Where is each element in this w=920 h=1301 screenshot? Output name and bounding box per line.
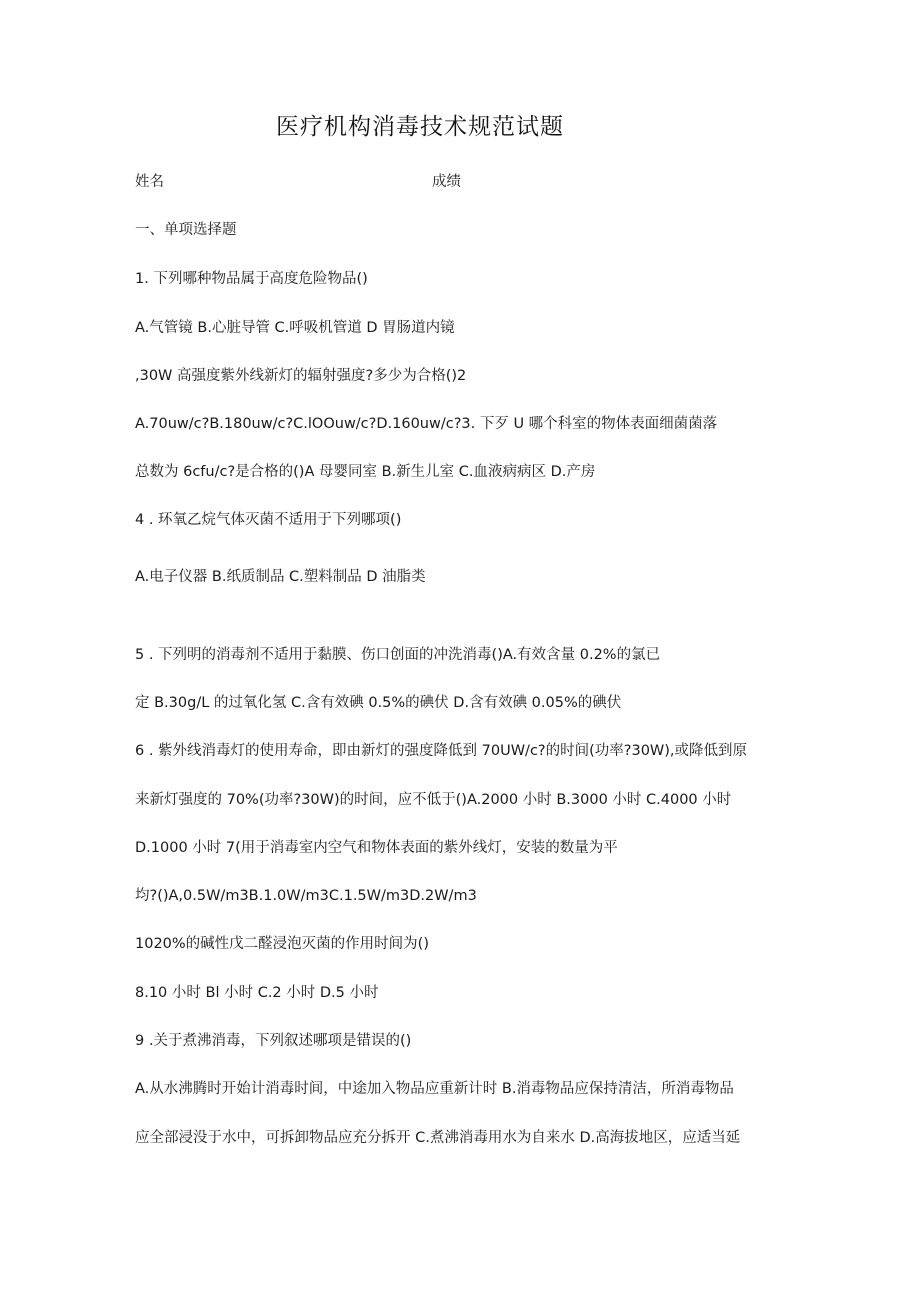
- page-title: 医疗机构消毒技术规范试题: [276, 114, 564, 140]
- question-line: A.电子仪器 B.纸质制品 C.塑料制品 D 油脂类: [135, 569, 426, 585]
- question-line: A.70uw∕c?B.180uw∕c?C.lOOuw/c?D.160uw∕c?3. 下歹 U 哪个科室的物体表面细菌菌落: [135, 416, 718, 432]
- question-line: 5 . 下列明的消毒剂不适用于黏膜、伤口创面的冲洗消毒()A.有效含量 0.2%的氯已: [135, 647, 661, 663]
- question-line: 6 . 紫外线消毒灯的使用寿命，即由新灯的强度降低到 70UW/c?的时间(功率?30W),或降低到原: [135, 743, 748, 759]
- score-label: 成绩: [432, 174, 461, 190]
- question-line: 总数为 6cfu∕c?是合格的()A 母婴同室 B.新生儿室 C.血液病病区 D.产房: [135, 464, 596, 480]
- question-line: ,30W 高强度紫外线新灯的辐射强度?多少为合格()2: [135, 368, 467, 384]
- question-line: 1. 下列哪种物品属于高度危险物品(): [135, 271, 368, 287]
- name-label: 姓名: [135, 174, 164, 190]
- question-line: 8.10 小时 Bl 小时 C.2 小时 D.5 小时: [135, 985, 379, 1001]
- question-line: 1020%的碱性戊二醛浸泡灭菌的作用时间为(): [135, 936, 429, 952]
- question-line: 来新灯强度的 70%(功率?30W)的时间，应不低于()A.2000 小时 B.3000 小时 C.4000 小时: [135, 792, 732, 808]
- question-line: A.气管镜 B.心脏导管 C.呼吸机管道 D 胃肠道内镜: [135, 320, 455, 336]
- question-line: 均?()A,0.5W∕m3B.1.0W∕m3C.1.5W∕m3D.2W∕m3: [135, 888, 477, 904]
- question-line: 4 . 环氧乙烷气体灭菌不适用于下列哪项(): [135, 512, 402, 528]
- question-line: D.1000 小时 7(用于消毒室内空气和物体表面的紫外线灯，安装的数量为平: [135, 840, 618, 856]
- question-line: A.从水沸腾时开始计消毒时间，中途加入物品应重新计时 B.消毒物品应保持清洁，所消毒物品: [135, 1081, 734, 1097]
- question-line: 应全部浸没于水中，可拆卸物品应充分拆开 C.煮沸消毒用水为自来水 D.高海拔地区，应适当延: [135, 1130, 741, 1146]
- question-line: 定 B.30g∕L 的过氧化氢 C.含有效碘 0.5%的碘伏 D.含有效碘 0.05%的碘伏: [135, 695, 622, 711]
- section-heading: 一、单项选择题: [135, 222, 237, 238]
- question-line: 9 .关于煮沸消毒，下列叙述哪项是错误的(): [135, 1033, 412, 1049]
